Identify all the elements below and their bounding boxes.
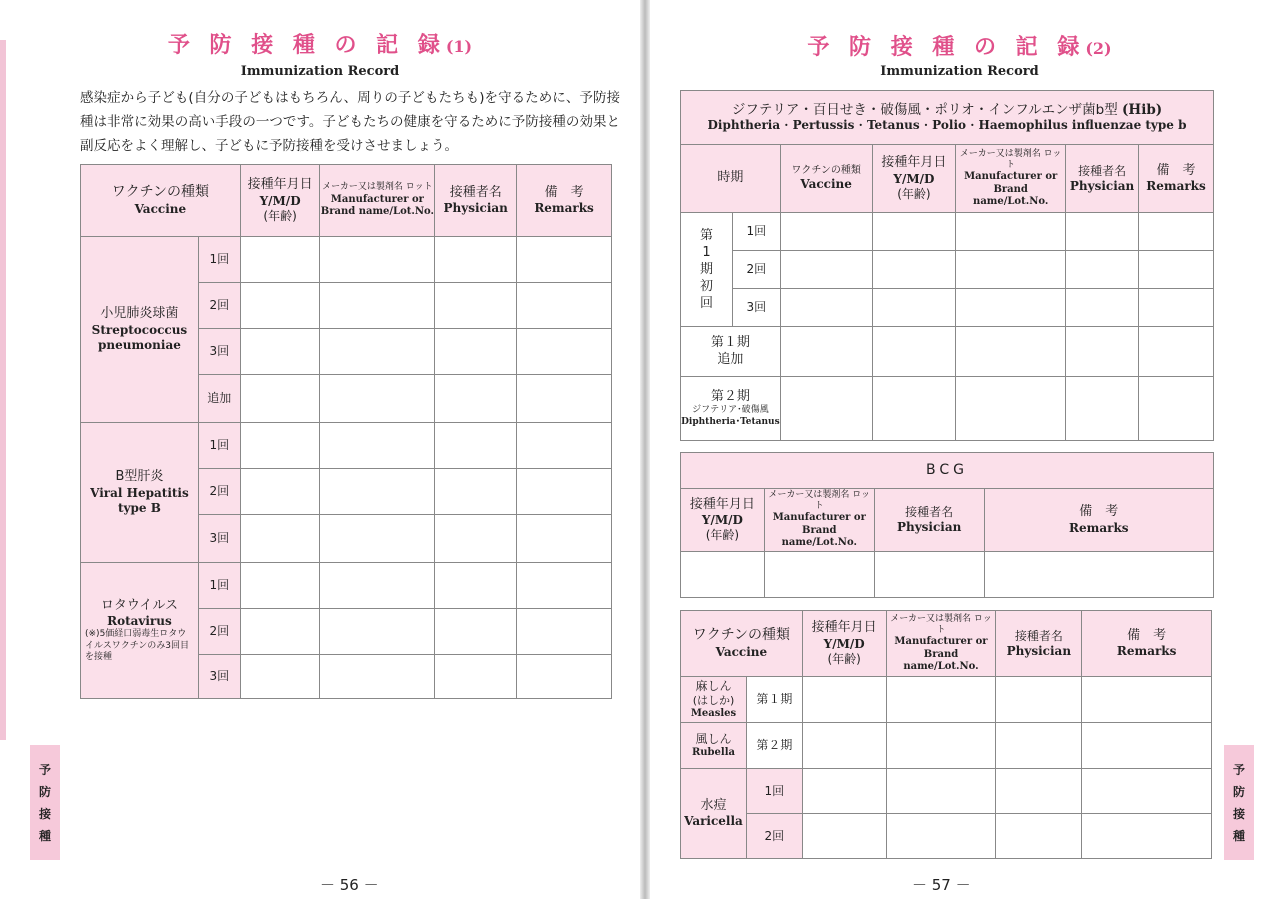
date-cell[interactable] [240,563,320,609]
physician-cell[interactable] [435,423,517,469]
dose-label: 1回 [746,769,802,814]
page-number: － 57 － [912,876,971,894]
physician-cell[interactable] [1066,327,1139,377]
side-tab-char: 種 [1232,828,1245,843]
date-cell[interactable] [872,251,956,289]
dpt-title-row [681,91,1214,145]
header-date: 接種年月日 Y/M/D (年齢) [872,145,956,213]
dose-label: 1回 [198,563,240,609]
header-physician: 接種者名 Physician [435,165,517,237]
remarks-cell[interactable] [517,563,612,609]
date-cell[interactable] [240,283,320,329]
page-number: － 56 － [320,876,379,894]
side-tab-char: 種 [38,828,51,843]
physician-cell[interactable] [1066,377,1139,441]
date-cell[interactable] [802,723,886,769]
bcg-table [680,452,1214,598]
physician-cell[interactable] [435,609,517,655]
table-row [681,814,1212,859]
remarks-cell[interactable] [984,551,1213,597]
remarks-cell[interactable] [1139,327,1214,377]
table-header-row [681,611,1212,677]
dose-label: 1回 [732,213,780,251]
maker-cell[interactable] [320,283,435,329]
physician-cell[interactable] [1066,289,1139,327]
side-tab-char: 接 [1232,806,1245,821]
date-cell[interactable] [240,329,320,375]
table-row [81,563,612,609]
physician-cell[interactable] [435,563,517,609]
remarks-cell[interactable] [517,329,612,375]
date-cell[interactable] [240,237,320,283]
page-subtitle: Immunization Record [240,64,400,79]
table-row [681,213,1214,251]
header-physician: 接種者名 Physician [874,489,984,551]
bcg-title: BCG [681,453,1214,489]
intro-text: 感染症から子ども(自分の子どもはもちろん、周りの子どもたちも)を守るために、予防接種は非常に効果の高い手段の一つです。子どもたちの健康を守るために予防接種の効果と副反応をよく理解し、子どもに予防接種を受けさせましょう。 [80,90,620,154]
header-maker: メーカー又は製剤名 ロット Manufacturer or Brand name/Lot.No. [956,145,1066,213]
dose-label: 2回 [198,469,240,515]
date-cell[interactable] [240,375,320,423]
dose-label: 2回 [732,251,780,289]
physician-cell[interactable] [1066,251,1139,289]
remarks-cell[interactable] [517,423,612,469]
remarks-cell[interactable] [517,469,612,515]
remarks-cell[interactable] [517,609,612,655]
header-remarks: 備 考 Remarks [984,489,1213,551]
remarks-cell[interactable] [1082,723,1212,769]
header-maker: メーカー又は製剤名 ロット Manufacturer or Brand name/Lot.No. [764,489,874,551]
maker-cell[interactable] [956,251,1066,289]
table-header-row [681,489,1214,551]
physician-cell[interactable] [1066,213,1139,251]
dose-label: 3回 [198,515,240,563]
table-row [681,327,1214,377]
date-cell[interactable] [802,769,886,814]
header-physician: 接種者名 Physician [1066,145,1139,213]
dose-label: 2回 [198,283,240,329]
physician-cell[interactable] [435,655,517,699]
header-vaccine: ワクチンの種類 Vaccine [81,165,241,237]
remarks-cell[interactable] [517,237,612,283]
vaccine-cell[interactable] [780,213,872,251]
maker-cell[interactable] [320,423,435,469]
side-tab-char: 接 [38,806,51,821]
vaccine-cell[interactable] [780,251,872,289]
record-table-1 [80,164,612,699]
maker-cell[interactable] [956,213,1066,251]
date-cell[interactable] [240,609,320,655]
side-index-tab [1224,745,1254,860]
header-date: 接種年月日 Y/M/D (年齢) [240,165,320,237]
table-row [681,677,1212,723]
date-cell[interactable] [802,677,886,723]
vaccine-pneumococcal: 小児肺炎球菌 Streptococcus pneumoniae [81,237,199,423]
remarks-cell[interactable] [1139,377,1214,441]
page-subtitle: Immunization Record [880,64,1039,79]
remarks-cell[interactable] [1139,251,1214,289]
phase2-label: 第２期 ジフテリア･破傷風 Diphtheria･Tetanus [681,377,781,441]
physician-cell[interactable] [435,283,517,329]
header-remarks: 備 考 Remarks [1082,611,1212,677]
physician-cell[interactable] [996,723,1082,769]
maker-cell[interactable] [764,551,874,597]
vaccine-cell[interactable] [780,289,872,327]
physician-cell[interactable] [874,551,984,597]
maker-cell[interactable] [320,469,435,515]
vaccine-hepatitis-b: B型肝炎 Viral Hepatitis type B [81,423,199,563]
table-row [681,251,1214,289]
remarks-cell[interactable] [517,515,612,563]
header-period: 時期 [681,145,781,213]
vaccine-cell[interactable] [780,377,872,441]
date-cell[interactable] [872,327,956,377]
remarks-cell[interactable] [1082,814,1212,859]
table-row [681,377,1214,441]
remarks-cell[interactable] [1139,289,1214,327]
maker-cell[interactable] [886,723,996,769]
maker-cell[interactable] [886,677,996,723]
side-tab-char: 防 [38,784,51,799]
dose-label: 1回 [198,423,240,469]
date-cell[interactable] [681,551,765,597]
page-57 [650,0,1269,899]
header-vaccine: ワクチンの種類 Vaccine [780,145,872,213]
dose-label: 2回 [198,609,240,655]
physician-cell[interactable] [435,375,517,423]
dose-label: 1回 [198,237,240,283]
page-title: 予 防 接 種 の 記 録(1) [167,32,473,58]
date-cell[interactable] [872,377,956,441]
remarks-cell[interactable] [1082,677,1212,723]
page-edge-strip [0,40,6,740]
header-vaccine: ワクチンの種類 Vaccine [681,611,803,677]
table-row [81,237,612,283]
side-tab-char: 予 [38,762,51,777]
physician-cell[interactable] [996,769,1082,814]
physician-cell[interactable] [435,515,517,563]
dose-label: 3回 [732,289,780,327]
phase-label: 第２期 [746,723,802,769]
date-cell[interactable] [872,289,956,327]
header-remarks: 備 考 Remarks [1139,145,1214,213]
side-index-tab [30,745,60,860]
maker-cell[interactable] [320,375,435,423]
maker-cell[interactable] [320,655,435,699]
maker-cell[interactable] [320,563,435,609]
table-row [681,769,1212,814]
physician-cell[interactable] [435,469,517,515]
header-date: 接種年月日 Y/M/D (年齢) [681,489,765,551]
table-header-row [81,165,612,237]
maker-cell[interactable] [320,515,435,563]
dose-label: 3回 [198,329,240,375]
vaccine-cell[interactable] [780,327,872,377]
side-tab-char: 防 [1232,784,1245,799]
table-row [681,723,1212,769]
physician-cell[interactable] [435,329,517,375]
table-row [681,289,1214,327]
dose-label: 追加 [198,375,240,423]
date-cell[interactable] [802,814,886,859]
remarks-cell[interactable] [1082,769,1212,814]
maker-cell[interactable] [956,377,1066,441]
remarks-cell[interactable] [517,375,612,423]
header-maker: メーカー又は製剤名 ロット Manufacturer or Brand name/Lot.No. [886,611,996,677]
maker-cell[interactable] [886,769,996,814]
date-cell[interactable] [240,655,320,699]
physician-cell[interactable] [435,237,517,283]
date-cell[interactable] [240,423,320,469]
dose-label: 3回 [198,655,240,699]
vaccine-rubella: 風しん Rubella [681,723,747,769]
table-row [81,423,612,469]
header-date: 接種年月日 Y/M/D (年齢) [802,611,886,677]
phase-label: 第１期 [746,677,802,723]
remarks-cell[interactable] [517,655,612,699]
table-header-row [681,145,1214,213]
dose-label: 2回 [746,814,802,859]
phase1-initial-label: 第1期初回 [681,213,733,327]
physician-cell[interactable] [996,677,1082,723]
vaccine-measles: 麻しん (はしか) Measles [681,677,747,723]
maker-cell[interactable] [320,237,435,283]
date-cell[interactable] [240,469,320,515]
maker-cell[interactable] [956,289,1066,327]
dpt-table [680,90,1214,441]
bcg-title-row [681,453,1214,489]
mr-varicella-table [680,610,1212,859]
maker-cell[interactable] [956,327,1066,377]
book-gutter [640,0,650,899]
header-physician: 接種者名 Physician [996,611,1082,677]
header-remarks: 備 考 Remarks [517,165,612,237]
date-cell[interactable] [872,213,956,251]
physician-cell[interactable] [996,814,1082,859]
table-row [681,551,1214,597]
remarks-cell[interactable] [517,283,612,329]
date-cell[interactable] [240,515,320,563]
maker-cell[interactable] [320,609,435,655]
vaccine-varicella: 水痘 Varicella [681,769,747,859]
phase1-booster-label: 第１期 追加 [681,327,781,377]
maker-cell[interactable] [320,329,435,375]
vaccine-rotavirus: ロタウイルス Rotavirus (※)5価経口弱毒生ロタウイルスワクチンのみ3回目を接種 [81,563,199,699]
dpt-title: ジフテリア・百日せき・破傷風・ポリオ・インフルエンザ菌b型 (Hib) Diphtheria · Pertussis · Tetanus · Polio · Haemophilus influenzae type b [681,91,1214,145]
header-maker: メーカー又は製剤名 ロット Manufacturer or Brand name/Lot.No. [320,165,435,237]
side-tab-char: 予 [1232,762,1245,777]
remarks-cell[interactable] [1139,213,1214,251]
page-title: 予 防 接 種 の 記 録(2) [807,34,1112,60]
maker-cell[interactable] [886,814,996,859]
